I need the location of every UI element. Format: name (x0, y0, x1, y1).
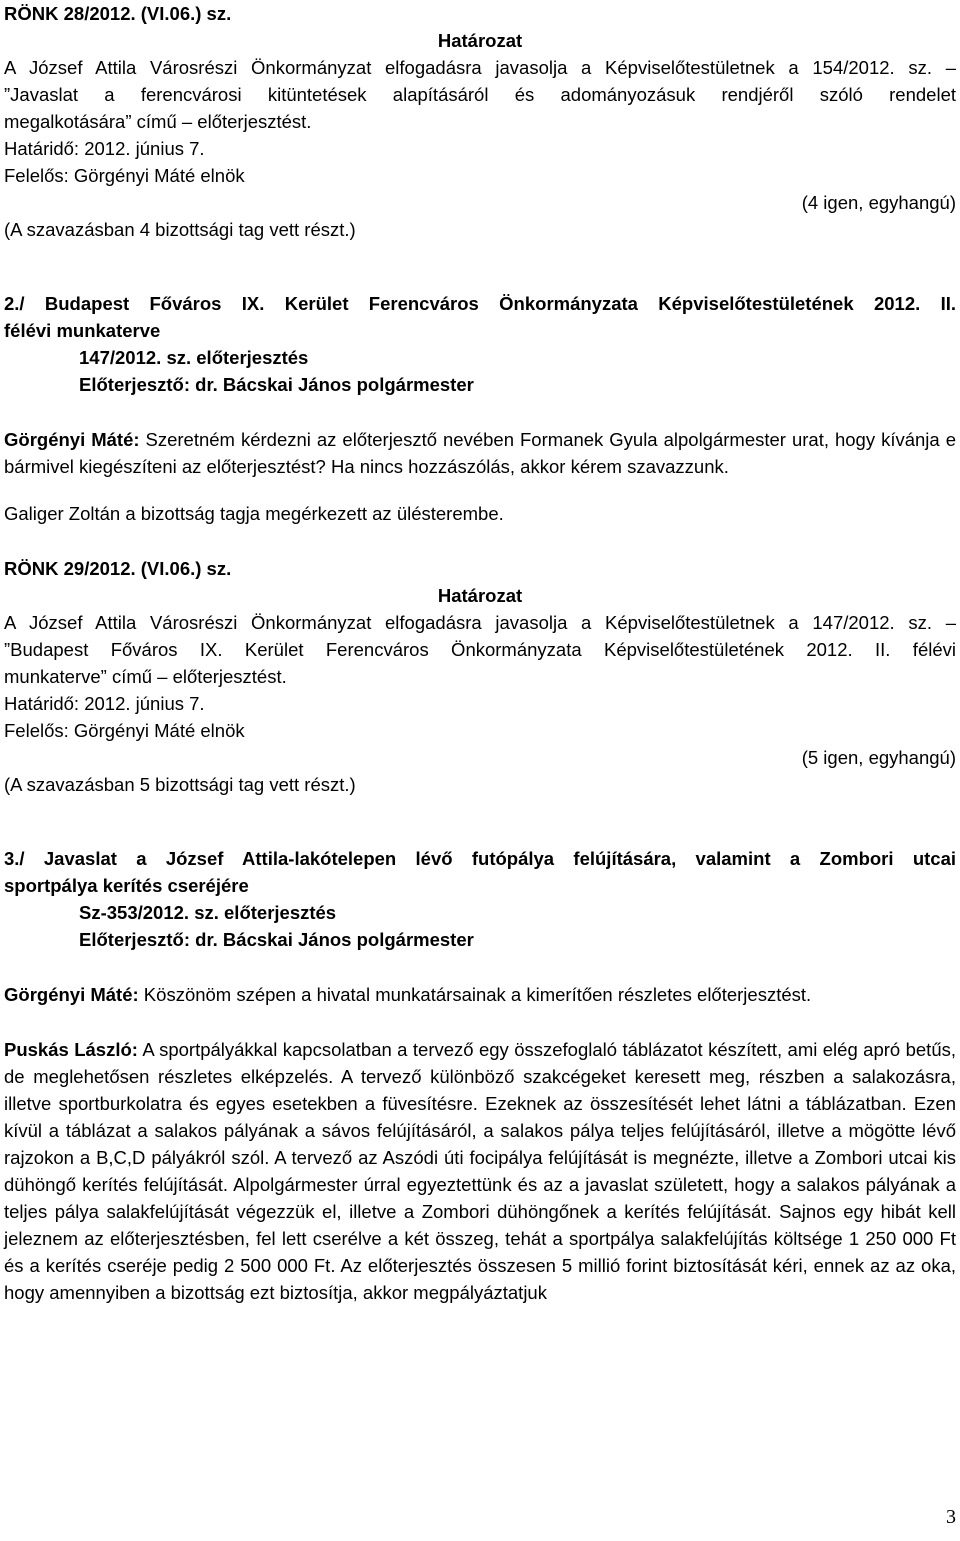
vote-result: (4 igen, egyhangú) (801, 192, 956, 213)
speaker-name: Görgényi Máté: (4, 984, 139, 1005)
document-number: Sz-353/2012. sz. előterjesztés (79, 902, 337, 923)
resolution-text-line: ”Budapest Főváros IX. Kerület Ferencváros Önkormányzata Képviselőtestületének 2012. II. félévi (4, 639, 956, 660)
agenda-heading: félévi munkaterve (4, 320, 161, 341)
agenda-heading: 3./ Javaslat a József Attila-lakótelepen lévő futópálya felújítására, valamint a Zombori utcai (4, 848, 956, 869)
agenda-item-3 (4, 845, 956, 1306)
presenter: Előterjesztő: dr. Bácskai János polgármester (79, 929, 474, 950)
agenda-heading: 2./ Budapest Főváros IX. Kerület Ferencváros Önkormányzata Képviselőtestületének 2012. II. (4, 293, 956, 314)
speaker-name: Puskás László: (4, 1039, 138, 1060)
speech-text: A sportpályákkal kapcsolatban a tervező egy összefoglaló táblázatot készített, ami elég apró betűs, de meglehetősen részletes elképzelés. A tervező különböző szakcégeket keresett meg, részben a salakozásra, illetve sportburkolatra és egyes esetekben a füvesítésre. Ezeknek az összesítését lehet látni a táblázatban. Ezen kívül a táblázat a salakos pályának a sávos felújításáról, a salakos pálya teljes felújításáról, illetve a mögötte lévő rajzokon a B,C,D pályákról szól. A tervező az Aszódi úti focipálya felújítását is megnézte, illetve a Zombori utcai kis dühöngő kerítés felújítását. Alpolgármester úrral egyeztettünk és az a javaslat született, hogy a salakos pályának a teljes pálya salakfelújítását végezzük el, illetve a Zombori dühöngőnek a kerítés felújítását. Sajnos egy hibát kell jeleznem az előterjesztésben, fel lett cserélve a két összeg, tehát a sportpálya salakfelújítás költsége 1 250 000 Ft és a kerítés cseréje pedig 2 500 000 Ft. Az előterjesztés összesen 5 millió forint biztosítását kéri, ennek az az oka, hogy amennyiben a bizottság ezt biztosítja, akkor megpályáztatjuk (4, 1039, 957, 1303)
responsible: Felelős: Görgényi Máté elnök (4, 165, 245, 186)
page-number: 3 (946, 1506, 956, 1528)
speaker-name: Görgényi Máté: (4, 429, 140, 450)
speech-paragraph (4, 426, 956, 480)
resolution-29 (4, 555, 956, 798)
document-number: 147/2012. sz. előterjesztés (79, 347, 309, 368)
speech-paragraph (4, 981, 956, 1008)
agenda-heading: sportpálya kerítés cseréjére (4, 875, 249, 896)
resolution-text-line: A József Attila Városrészi Önkormányzat elfogadásra javasolja a Képviselőtestületnek a 147/2012. sz. – (4, 612, 956, 633)
resolution-text-line: ”Javaslat a ferencvárosi kitüntetések alapításáról és adományozásuk rendjéről szóló rendelet (4, 84, 956, 105)
speech-text: Szeretném kérdezni az előterjesztő nevében Formanek Gyula alpolgármester urat, hogy kívánja e bármivel kiegészíteni az előterjesztést? Ha nincs hozzászólás, akkor kérem szavazzunk. (4, 429, 956, 477)
deadline: Határidő: 2012. június 7. (4, 138, 205, 159)
deadline: Határidő: 2012. június 7. (4, 693, 205, 714)
resolution-number: RÖNK 28/2012. (VI.06.) sz. (4, 3, 232, 24)
resolution-number: RÖNK 29/2012. (VI.06.) sz. (4, 558, 232, 579)
vote-result: (5 igen, egyhangú) (801, 747, 956, 768)
resolution-28 (4, 0, 956, 243)
resolution-text-line: munkaterve” című – előterjesztést. (4, 666, 287, 687)
vote-participants: (A szavazásban 4 bizottsági tag vett részt.) (4, 219, 356, 240)
resolution-heading: Határozat (437, 585, 523, 606)
presenter: Előterjesztő: dr. Bácskai János polgármester (79, 374, 474, 395)
responsible: Felelős: Görgényi Máté elnök (4, 720, 245, 741)
vote-block (4, 744, 956, 798)
speech-text: Köszönöm szépen a hivatal munkatársainak a kimerítően részletes előterjesztést. (138, 984, 812, 1005)
speech-paragraph (4, 1036, 956, 1306)
document-page (4, 0, 956, 1306)
arrival-note: Galiger Zoltán a bizottság tagja megérkezett az ülésterembe. (4, 503, 504, 524)
resolution-heading: Határozat (437, 30, 523, 51)
resolution-text-line: A József Attila Városrészi Önkormányzat elfogadásra javasolja a Képviselőtestületnek a 154/2012. sz. – (4, 57, 956, 78)
resolution-text-line: megalkotására” című – előterjesztést. (4, 111, 312, 132)
vote-block (4, 189, 956, 243)
agenda-item-2 (4, 290, 956, 527)
vote-participants: (A szavazásban 5 bizottsági tag vett részt.) (4, 774, 356, 795)
